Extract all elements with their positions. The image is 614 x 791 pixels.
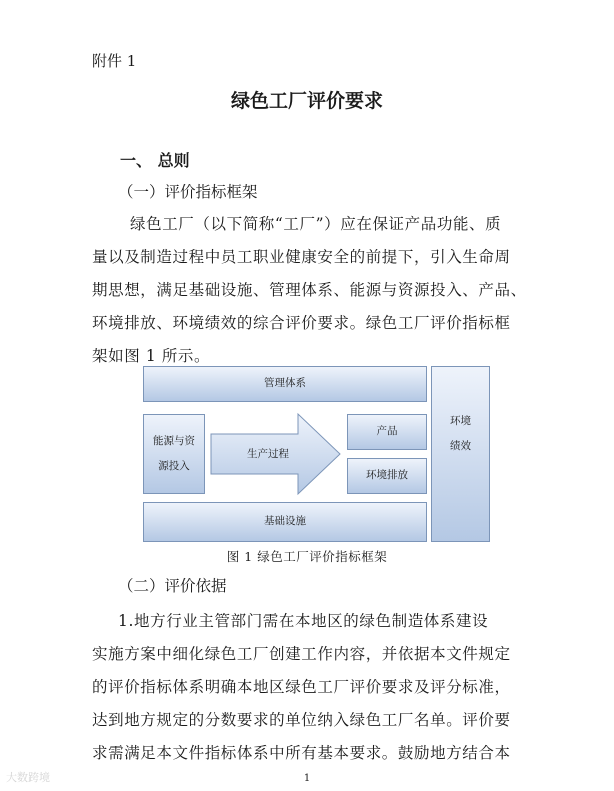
paragraph-line: 量以及制造过程中员工职业健康安全的前提下，引入生命周: [92, 248, 511, 266]
box-label: 绩效: [450, 440, 471, 453]
page-number: 1: [303, 773, 311, 784]
box-environmental-performance: [431, 366, 490, 542]
paragraph-line: 1.地方行业主管部门需在本地区的绿色制造体系建设: [118, 612, 489, 630]
section-heading-general: 一、 总则: [120, 151, 190, 170]
subsection-heading-framework: （一）评价指标框架: [118, 183, 258, 201]
box-infrastructure: [143, 502, 427, 542]
box-environmental-emission: [347, 458, 427, 494]
paragraph-line: 环境排放、环境绩效的综合评价要求。绿色工厂评价指标框: [92, 314, 511, 332]
paragraph-line: 的评价指标体系明确本地区绿色工厂评价要求及评分标准，: [92, 678, 511, 696]
box-label: 管理体系: [264, 377, 306, 390]
paragraph-line: 实施方案中细化绿色工厂创建工作内容，并依据本文件规定: [92, 645, 511, 663]
paragraph-line: 期思想，满足基础设施、管理体系、能源与资源投入、产品、: [92, 281, 527, 299]
subsection-heading-basis: （二）评价依据: [118, 577, 227, 595]
box-label: 产品: [376, 425, 398, 438]
watermark: 大数跨境: [6, 771, 50, 784]
paragraph-line: 求需满足本文件指标体系中所有基本要求。鼓励地方结合本: [92, 744, 511, 762]
box-label: 环境: [450, 415, 471, 427]
paragraph-line: 达到地方规定的分数要求的单位纳入绿色工厂名单。评价要: [92, 711, 511, 729]
paragraph-line: 架如图 1 所示。: [92, 347, 211, 365]
box-label: 能源与资: [153, 434, 195, 447]
framework-diagram: [143, 366, 490, 542]
figure-caption: 图 1 绿色工厂评价指标框架: [226, 549, 388, 564]
box-product: [347, 414, 427, 450]
paragraph-line: 绿色工厂（以下简称“工厂”）应在保证产品功能、质: [130, 215, 502, 233]
document-title: 绿色工厂评价要求: [230, 90, 383, 112]
box-label: 基础设施: [264, 515, 306, 528]
box-label: 环境排放: [366, 469, 408, 482]
attachment-label: 附件 1: [92, 52, 137, 70]
arrow-label: 生产过程: [247, 448, 289, 460]
box-energy-resource-input: [143, 414, 205, 494]
box-label: 源投入: [158, 460, 190, 472]
box-management-system: [143, 366, 427, 402]
